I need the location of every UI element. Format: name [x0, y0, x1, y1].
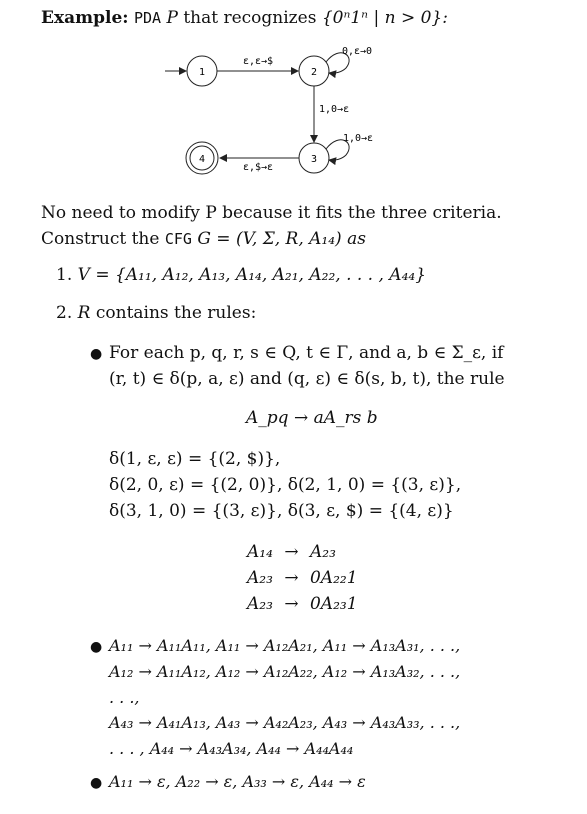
list-item-2-number: 2.	[56, 303, 73, 323]
delta-line-2: δ(2, 0, ε) = {(2, 0)}, δ(2, 1, 0) = {(3, ε)},	[109, 475, 462, 495]
rule-2-rhs: 0A₂₂1	[309, 568, 358, 588]
example-label: Example:	[41, 8, 129, 28]
state-2-label: 2	[310, 67, 318, 78]
delta-line-3: δ(3, 1, 0) = {(3, ε)}, δ(3, ε, $) = {(4, ε)}	[109, 501, 454, 521]
rule-3	[247, 594, 358, 614]
grammar-def: G = (V, Σ, R, A₁₄) as	[197, 229, 366, 249]
list-item-2	[56, 303, 256, 323]
state-1-label: 1	[198, 67, 206, 78]
pda-name: P	[166, 8, 178, 28]
rule-2	[247, 568, 358, 588]
rule-2-arrow: →	[284, 568, 299, 588]
bullet-1-line-1: For each p, q, r, s ∈ Q, t ∈ Γ, and a, b ∈ Σ_ε, if	[109, 343, 504, 363]
rule-1	[247, 542, 336, 562]
example-text: that recognizes	[183, 8, 317, 28]
bullet-2-line-4: A₄₃ → A₄₁A₁₃, A₄₃ → A₄₂A₂₃, A₄₃ → A₄₃A₃₃, . . .,	[109, 713, 461, 732]
cfg-term: CFG	[164, 230, 192, 248]
bullet-2-line-3: . . .,	[109, 688, 140, 707]
production-rule: A_pq → aA_rs b	[246, 408, 378, 428]
bullet-1-marker: ●	[90, 346, 103, 362]
paragraph-line-2	[41, 229, 366, 249]
rule-3-arrow: →	[284, 594, 299, 614]
list-item-2-r: R	[77, 303, 91, 323]
bullet-2-line-5: . . . , A₄₄ → A₄₃A₃₄, A₄₄ → A₄₄A₄₄	[109, 739, 354, 758]
paragraph-line-1: No need to modify P because it fits the three criteria.	[41, 203, 502, 223]
loop-2-label: 0,ε→0	[341, 46, 373, 57]
pda-state-diagram	[0, 0, 587, 200]
bullet-3-marker: ●	[90, 775, 103, 791]
construct-text: Construct the	[41, 229, 160, 249]
rule-1-rhs: A₂₃	[309, 542, 336, 562]
state-3-label: 3	[310, 154, 318, 165]
list-item-2-text: contains the rules:	[95, 303, 257, 323]
bullet-3-line-1: A₁₁ → ε, A₂₂ → ε, A₃₃ → ε, A₄₄ → ε	[109, 772, 366, 791]
list-item-1-text: V = {A₁₁, A₁₂, A₁₃, A₁₄, A₂₁, A₂₂, . . . , A₄₄}	[77, 265, 427, 285]
list-item-1-number: 1.	[56, 265, 73, 285]
rule-3-lhs: A₂₃	[247, 594, 273, 614]
edge-3-4-label: ε,$→ε	[242, 162, 274, 173]
bullet-1-line-2: (r, t) ∈ δ(p, a, ε) and (q, ε) ∈ δ(s, b, t), the rule	[109, 369, 505, 389]
language-expression: {0ⁿ1ⁿ | n > 0}:	[321, 8, 448, 28]
rule-3-rhs: 0A₂₃1	[309, 594, 358, 614]
list-item-1	[56, 265, 426, 285]
edge-2-3-label: 1,0→ε	[319, 104, 350, 115]
state-4-label: 4	[198, 154, 206, 165]
rule-1-arrow: →	[284, 542, 299, 562]
pda-term: PDA	[133, 9, 162, 27]
edge-1-2-label: ε,ε→$	[242, 56, 274, 67]
bullet-2-line-1: A₁₁ → A₁₁A₁₁, A₁₁ → A₁₂A₂₁, A₁₁ → A₁₃A₃₁, . . .,	[109, 636, 461, 655]
bullet-2-line-2: A₁₂ → A₁₁A₁₂, A₁₂ → A₁₂A₂₂, A₁₂ → A₁₃A₃₂, . . .,	[109, 662, 461, 681]
loop-3-label: 1,0→ε	[342, 133, 374, 144]
rule-2-lhs: A₂₃	[247, 568, 273, 588]
bullet-2-marker: ●	[90, 639, 103, 655]
rule-1-lhs: A₁₄	[247, 542, 273, 562]
delta-line-1: δ(1, ε, ε) = {(2, $)},	[109, 449, 281, 469]
